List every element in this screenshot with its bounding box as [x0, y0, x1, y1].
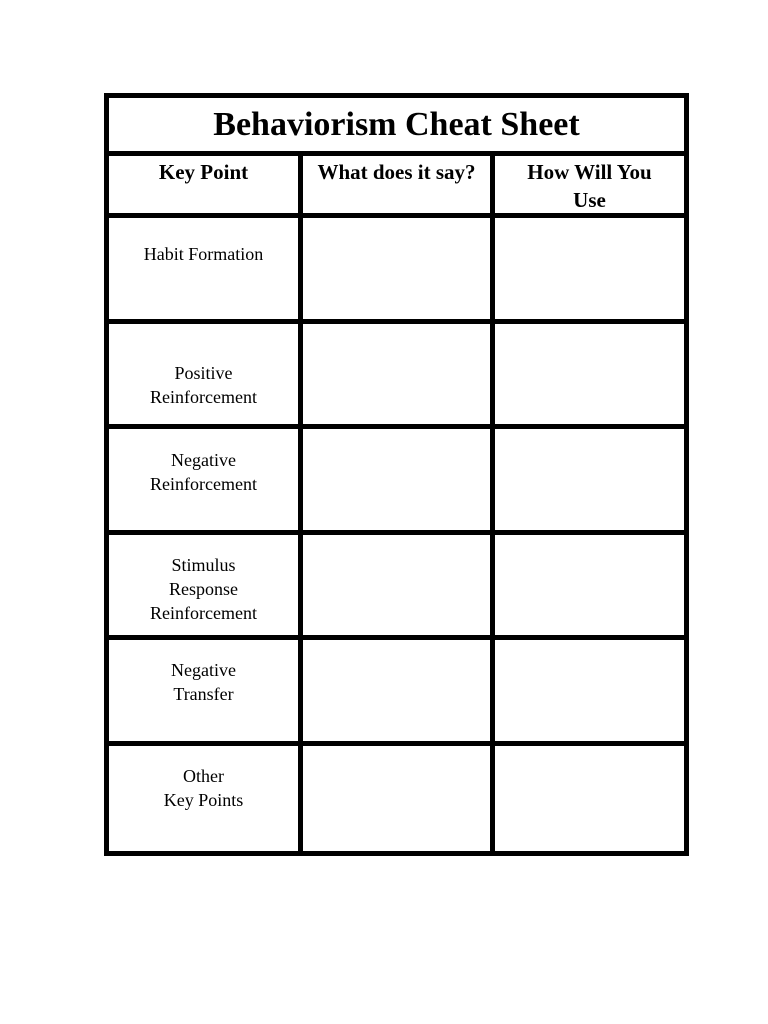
- what-cell-1: [303, 218, 495, 324]
- key-point-negative-transfer: Negative Transfer: [109, 640, 303, 746]
- how-cell-1: [495, 218, 684, 324]
- what-cell-3: [303, 429, 495, 535]
- header-how-will-you-use: How Will You Use: [495, 156, 684, 218]
- how-cell-6: [495, 746, 684, 852]
- table-grid: [109, 156, 684, 851]
- cheat-sheet-table: [104, 93, 689, 856]
- how-cell-5: [495, 640, 684, 746]
- what-cell-5: [303, 640, 495, 746]
- header-what-does-it-say: What does it say?: [303, 156, 495, 218]
- how-cell-2: [495, 324, 684, 430]
- key-point-stimulus-response-reinforcement: Stimulus Response Reinforcement: [109, 535, 303, 641]
- key-point-positive-reinforcement: Positive Reinforcement: [109, 324, 303, 430]
- how-cell-3: [495, 429, 684, 535]
- what-cell-2: [303, 324, 495, 430]
- title-row: [109, 98, 684, 156]
- what-cell-6: [303, 746, 495, 852]
- key-point-other-key-points: Other Key Points: [109, 746, 303, 852]
- page-title: Behaviorism Cheat Sheet: [213, 105, 580, 143]
- how-cell-4: [495, 535, 684, 641]
- key-point-negative-reinforcement: Negative Reinforcement: [109, 429, 303, 535]
- what-cell-4: [303, 535, 495, 641]
- key-point-habit-formation: Habit Formation: [109, 218, 303, 324]
- header-key-point: Key Point: [109, 156, 303, 218]
